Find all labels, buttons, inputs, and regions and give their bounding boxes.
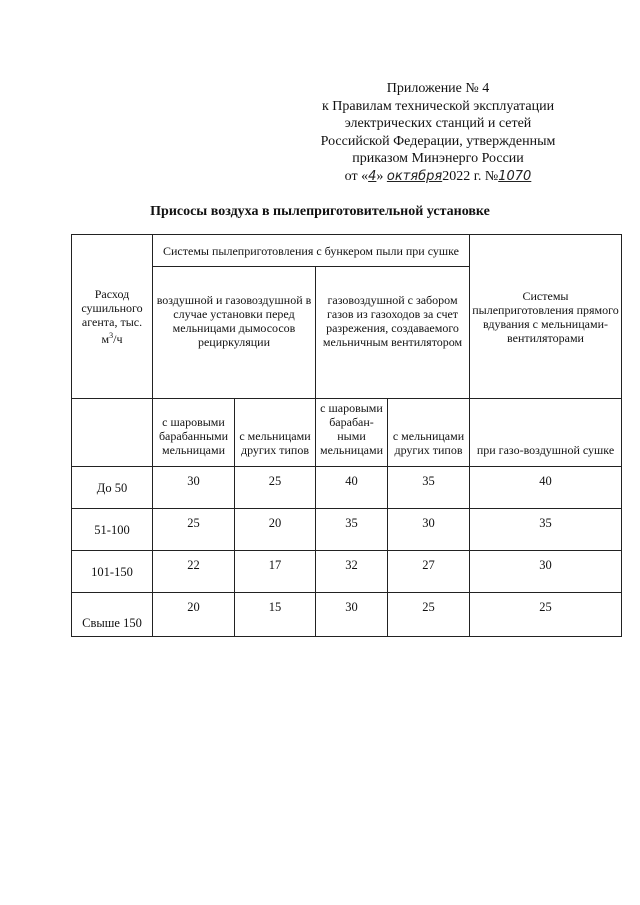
value-cell: 22 bbox=[153, 551, 235, 593]
value-cell: 15 bbox=[235, 593, 316, 637]
value-cell: 25 bbox=[235, 467, 316, 509]
table-row bbox=[72, 467, 622, 509]
order-date-line: от «4» октября2022 г. №1070 bbox=[344, 168, 532, 184]
table-title: Присосы воздуха в пылеприготовительной установке bbox=[150, 204, 490, 219]
value-cell: 25 bbox=[153, 509, 235, 551]
row-label: 101-150 bbox=[72, 551, 153, 593]
header-line: Российской Федерации, утвержденным bbox=[320, 133, 556, 149]
group-air-gas-drying: воздушной и газовоздушной в случае установки перед мельницами дымососов рециркуляции bbox=[153, 267, 316, 399]
subhead-other-mills-1: с мельницами других типов bbox=[235, 399, 316, 467]
group-gas-drying-fan: газовоздушной с забором газов из газоходов за счет разрежения, создаваемого мельничным вентилятором bbox=[316, 267, 470, 399]
value-cell: 17 bbox=[235, 551, 316, 593]
appendix-number: Приложение № 4 bbox=[386, 81, 490, 96]
table-row bbox=[72, 509, 622, 551]
value-cell: 30 bbox=[153, 467, 235, 509]
table-row bbox=[72, 593, 622, 637]
header-line: приказом Минэнерго России bbox=[352, 151, 524, 167]
value-cell: 27 bbox=[388, 551, 470, 593]
value-cell: 35 bbox=[316, 509, 388, 551]
value-cell: 25 bbox=[470, 593, 622, 637]
value-cell: 32 bbox=[316, 551, 388, 593]
rowhead-cell: Расход сушильного агента, тыс. $м^3/ч$ bbox=[72, 235, 153, 399]
value-cell: 30 bbox=[388, 509, 470, 551]
direct-injection-header: Системы пылеприготовления прямого вдувания с мельницами-вентиляторами bbox=[470, 235, 622, 399]
subhead-ball-mills-1: с шаровыми барабанными мельницами bbox=[153, 399, 235, 467]
value-cell: 40 bbox=[316, 467, 388, 509]
unit-label: $м^3/ч$ bbox=[101, 331, 123, 346]
value-cell: 40 bbox=[470, 467, 622, 509]
value-cell: 30 bbox=[470, 551, 622, 593]
order-day: 4 bbox=[368, 168, 377, 184]
value-cell: 20 bbox=[235, 509, 316, 551]
order-number: 1070 bbox=[498, 168, 532, 184]
header-line: электрических станций и сетей bbox=[344, 116, 532, 132]
value-cell: 30 bbox=[316, 593, 388, 637]
order-month: октября bbox=[386, 168, 443, 184]
value-cell: 35 bbox=[470, 509, 622, 551]
subhead-ball-mills-2: с шаровыми барабан-ными мельницами bbox=[316, 399, 388, 467]
subhead-other-mills-2: с мельницами других типов bbox=[388, 399, 470, 467]
row-label: Свыше 150 bbox=[72, 593, 153, 637]
empty-subhead-cell bbox=[72, 399, 153, 467]
bunker-systems-header: Системы пылеприготовления с бункером пыли при сушке bbox=[153, 235, 470, 267]
table-row bbox=[72, 551, 622, 593]
row-label: 51-100 bbox=[72, 509, 153, 551]
value-cell: 20 bbox=[153, 593, 235, 637]
value-cell: 35 bbox=[388, 467, 470, 509]
row-label: До 50 bbox=[72, 467, 153, 509]
subhead-gas-air-drying: при газо-воздушной сушке bbox=[470, 399, 622, 467]
appendix-header bbox=[288, 80, 588, 186]
air-inflow-table bbox=[71, 234, 622, 637]
header-line: к Правилам технической эксплуатации bbox=[321, 98, 555, 114]
value-cell: 25 bbox=[388, 593, 470, 637]
